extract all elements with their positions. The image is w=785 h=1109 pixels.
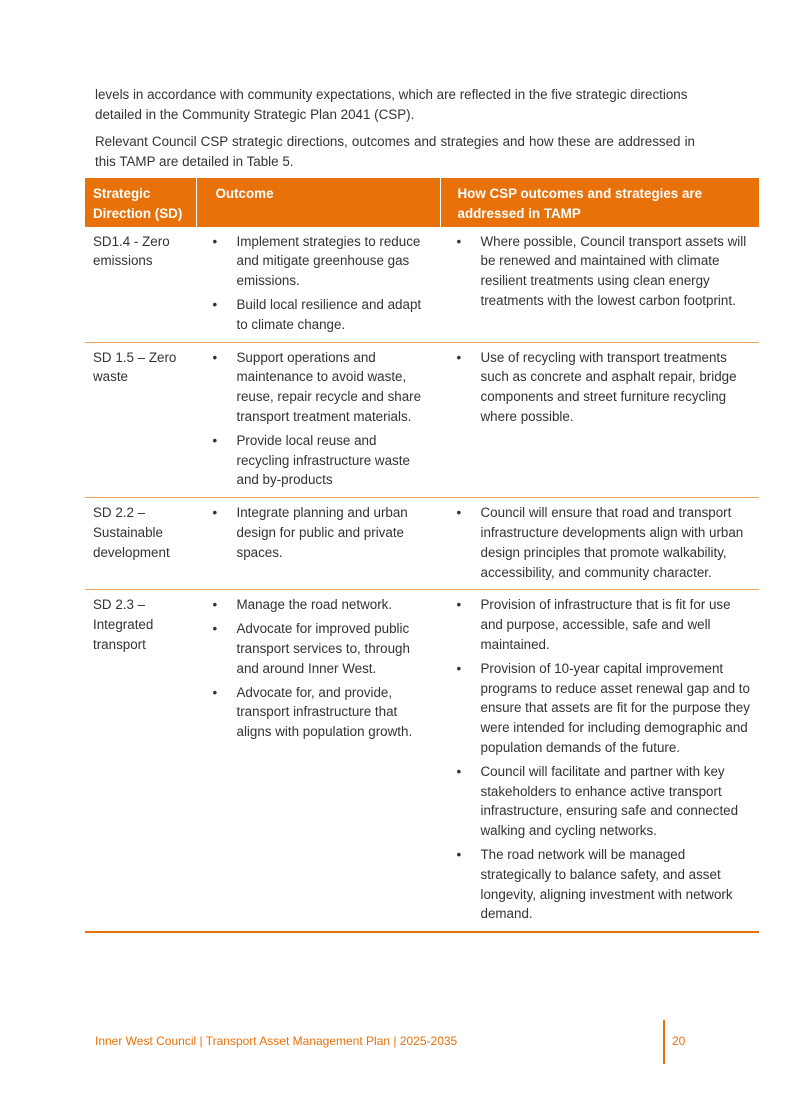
- outcome-item: • Advocate for improved public transport services to, through and around Inner West.: [205, 619, 432, 678]
- outcome-item: • Support operations and maintenance to avoid waste, reuse, repair recycle and share transport treatment materials.: [205, 348, 432, 427]
- footer-divider: [663, 1020, 665, 1064]
- tamp-cell: [440, 590, 759, 932]
- tamp-item: • The road network will be managed strategically to balance safety, and asset longevity, aligning investment with network demand.: [449, 845, 752, 924]
- header-tamp: How CSP outcomes and strategies are addressed in TAMP: [440, 178, 759, 227]
- outcome-cell: [196, 342, 440, 498]
- outcome-cell: [196, 227, 440, 342]
- csp-strategy-table: [85, 178, 759, 933]
- sd-cell: SD 2.2 – Sustainable development: [85, 498, 196, 590]
- outcome-item: • Provide local reuse and recycling infrastructure waste and by-products: [205, 431, 432, 490]
- sd-cell: SD 1.5 – Zero waste: [85, 342, 196, 498]
- table-row: [85, 342, 759, 498]
- outcome-item: • Integrate planning and urban design for public and private spaces.: [205, 503, 432, 562]
- header-strategic-direction: Strategic Direction (SD): [85, 178, 196, 227]
- outcome-cell: [196, 590, 440, 932]
- intro-paragraph-1: levels in accordance with community expectations, which are reflected in the five strategic directions detailed in the Community Strategic Plan 2041 (CSP).: [95, 87, 688, 122]
- outcome-item: • Implement strategies to reduce and mitigate greenhouse gas emissions.: [205, 232, 432, 291]
- tamp-item: • Provision of infrastructure that is fit for use and purpose, accessible, safe and well maintained.: [449, 595, 752, 654]
- tamp-item: • Council will facilitate and partner with key stakeholders to enhance active transport infrastructure, ensuring safe and connected walking and cycling networks.: [449, 762, 752, 841]
- tamp-item: • Provision of 10-year capital improvement programs to reduce asset renewal gap and to ensure that assets are fit for the purpose they were intended for including demographic and population demands of the future.: [449, 659, 752, 758]
- table-header-row: [85, 178, 759, 227]
- sd-cell: SD1.4 - Zero emissions: [85, 227, 196, 342]
- tamp-cell: [440, 342, 759, 498]
- page-number: 20: [672, 1034, 686, 1048]
- outcome-item: • Manage the road network.: [205, 595, 432, 615]
- tamp-item: • Council will ensure that road and transport infrastructure developments align with urban design principles that promote walkability, accessibility, and community character.: [449, 503, 752, 582]
- header-outcome: Outcome: [196, 178, 440, 227]
- table-row: [85, 590, 759, 932]
- footer-document-title: Inner West Council | Transport Asset Management Plan | 2025-2035: [95, 1034, 458, 1048]
- tamp-item: • Where possible, Council transport assets will be renewed and maintained with climate resilient treatments using clean energy treatments with the lowest carbon footprint.: [449, 232, 752, 311]
- table-row: [85, 227, 759, 342]
- tamp-cell: [440, 227, 759, 342]
- tamp-cell: [440, 498, 759, 590]
- outcome-cell: [196, 498, 440, 590]
- tamp-item: • Use of recycling with transport treatments such as concrete and asphalt repair, bridge components and street furniture recycling where possible.: [449, 348, 752, 427]
- sd-cell: SD 2.3 – Integrated transport: [85, 590, 196, 932]
- outcome-item: • Build local resilience and adapt to climate change.: [205, 295, 432, 335]
- outcome-item: • Advocate for, and provide, transport infrastructure that aligns with population growth.: [205, 683, 432, 742]
- table-row: [85, 498, 759, 590]
- intro-paragraph-2: Relevant Council CSP strategic directions, outcomes and strategies and how these are addressed in this TAMP are detailed in Table 5.: [95, 134, 695, 169]
